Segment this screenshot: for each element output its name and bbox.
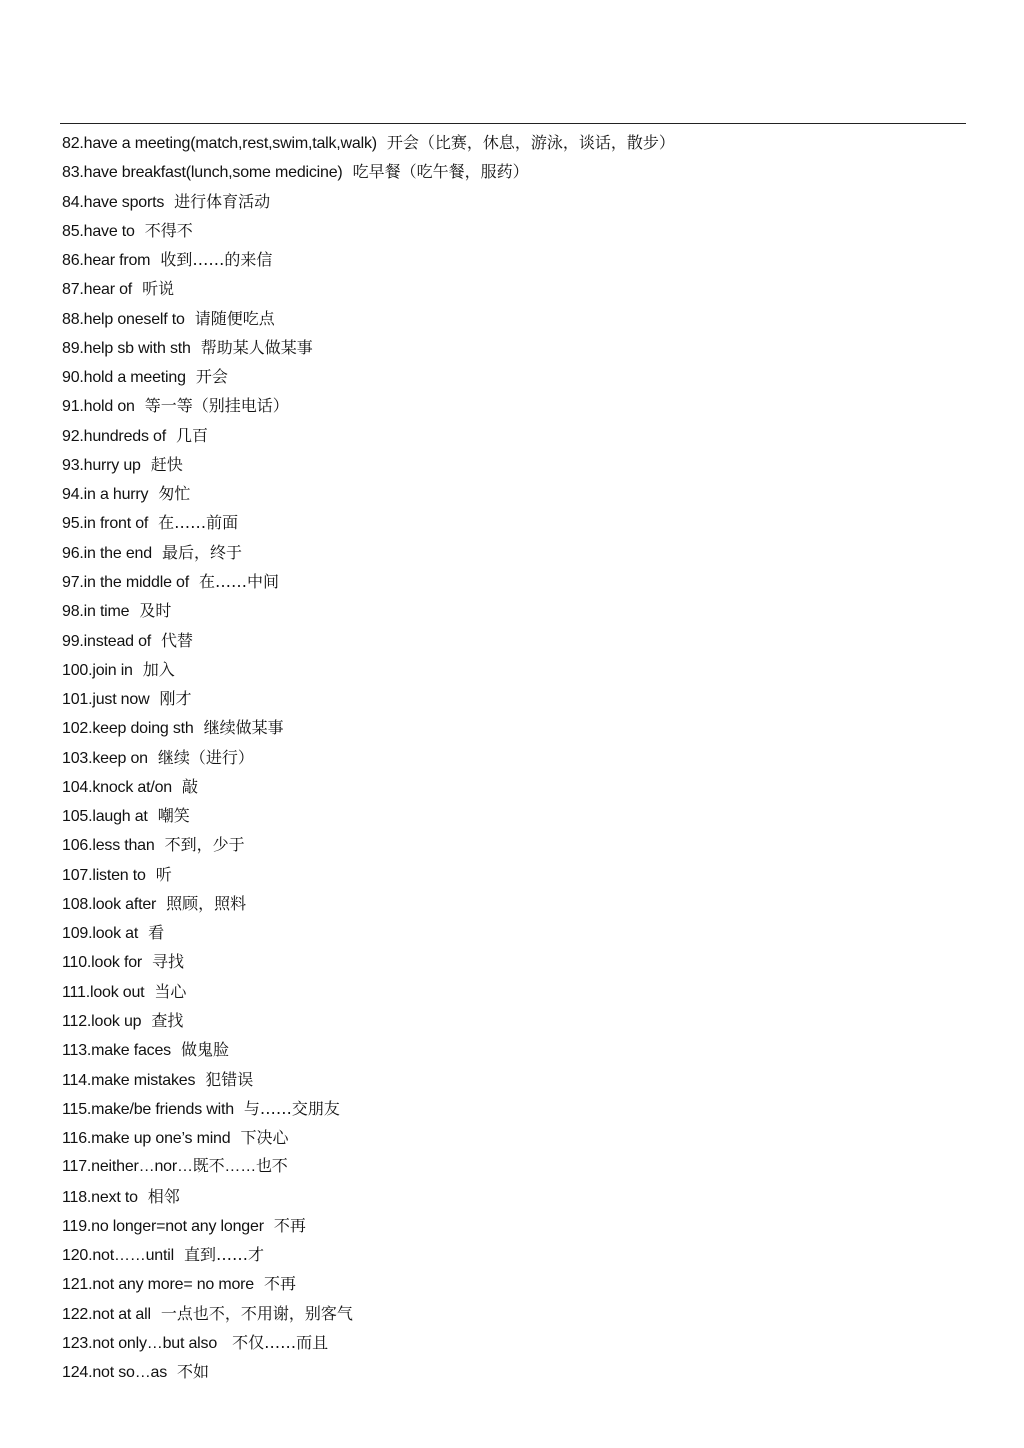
phrase-english: 120.not……until — [62, 1247, 174, 1265]
phrase-english: 88.help oneself to — [62, 310, 185, 328]
phrase-chinese: 不再 — [273, 1215, 306, 1235]
list-item — [62, 274, 962, 303]
list-item — [62, 713, 962, 742]
list-item — [62, 479, 962, 508]
list-item — [62, 918, 962, 947]
phrase-english: 95.in front of — [62, 515, 149, 533]
phrase-english: 116.make up one’s mind — [62, 1130, 231, 1148]
phrase-chinese: 帮助某人做某事 — [200, 337, 313, 357]
phrase-english: 117.neither…nor…既不……也不 — [62, 1158, 288, 1176]
phrase-chinese: 刚才 — [159, 689, 192, 709]
phrase-english: 104.knock at/on — [62, 778, 172, 796]
phrase-english: 111.look out — [62, 983, 145, 1001]
phrase-chinese: 下决心 — [240, 1128, 289, 1148]
phrase-english: 93.hurry up — [62, 456, 141, 474]
list-item — [62, 391, 962, 420]
phrase-english: 124.not so…as — [62, 1364, 168, 1382]
list-item — [62, 187, 962, 216]
phrase-chinese: 请随便吃点 — [194, 308, 275, 328]
list-item — [62, 1152, 962, 1181]
phrase-chinese: 不仅……而且 — [227, 1332, 329, 1352]
phrase-english: 106.less than — [62, 837, 155, 855]
phrase-chinese: 最后，终于 — [161, 542, 242, 562]
phrase-english: 94.in a hurry — [62, 486, 149, 504]
list-item — [62, 1094, 962, 1123]
list-item — [62, 1328, 962, 1357]
phrase-english: 82.have a meeting(match,rest,swim,talk,walk) — [62, 135, 377, 152]
phrase-chinese: 在……前面 — [158, 513, 239, 533]
phrase-chinese: 继续做某事 — [203, 718, 284, 738]
phrase-chinese: 开会（比赛，休息，游泳，谈话，散步） — [386, 133, 675, 152]
phrase-chinese: 不到，少于 — [164, 835, 245, 855]
phrase-english: 108.look after — [62, 895, 157, 913]
list-item — [62, 626, 962, 655]
phrase-english: 110.look for — [62, 954, 143, 972]
list-item — [62, 1065, 962, 1094]
phrase-english: 115.make/be friends with — [62, 1100, 234, 1118]
phrase-list — [62, 128, 962, 1386]
phrase-chinese: 不再 — [264, 1274, 297, 1294]
phrase-english: 99.instead of — [62, 632, 152, 650]
phrase-english: 122.not at all — [62, 1305, 151, 1323]
phrase-english: 83.have breakfast(lunch,some medicine) — [62, 164, 343, 182]
phrase-chinese: 一点也不，不用谢，别客气 — [160, 1303, 353, 1323]
phrase-english: 118.next to — [62, 1188, 138, 1206]
phrase-chinese: 做鬼脸 — [180, 1040, 229, 1060]
phrase-chinese: 与……交朋友 — [243, 1098, 340, 1118]
phrase-english: 87.hear of — [62, 281, 133, 299]
phrase-chinese: 听 — [155, 864, 172, 884]
phrase-chinese: 寻找 — [152, 952, 185, 972]
phrase-english: 89.help sb with sth — [62, 339, 191, 357]
list-item — [62, 567, 962, 596]
phrase-chinese: 加入 — [142, 659, 175, 679]
phrase-english: 98.in time — [62, 603, 130, 621]
phrase-english: 92.hundreds of — [62, 427, 166, 445]
list-item — [62, 596, 962, 625]
phrase-chinese: 不得不 — [144, 220, 193, 240]
phrase-chinese: 不如 — [177, 1362, 210, 1382]
phrase-english: 112.look up — [62, 1012, 142, 1030]
phrase-chinese: 看 — [148, 923, 165, 943]
phrase-chinese: 开会 — [195, 367, 228, 387]
list-item — [62, 1006, 962, 1035]
phrase-chinese: 等一等（别挂电话） — [144, 396, 289, 416]
phrase-chinese: 赶快 — [150, 454, 183, 474]
phrase-english: 119.no longer=not any longer — [62, 1217, 264, 1235]
phrase-chinese: 代替 — [161, 630, 194, 650]
list-item — [62, 947, 962, 976]
phrase-english: 105.laugh at — [62, 808, 148, 826]
list-item — [62, 421, 962, 450]
list-item — [62, 508, 962, 537]
phrase-chinese: 相邻 — [147, 1186, 180, 1206]
phrase-chinese: 嘲笑 — [157, 806, 190, 826]
list-item — [62, 216, 962, 245]
phrase-english: 85.have to — [62, 222, 135, 240]
phrase-chinese: 听说 — [142, 279, 175, 299]
list-item — [62, 157, 962, 186]
list-item — [62, 1182, 962, 1211]
phrase-english: 109.look at — [62, 925, 139, 943]
list-item — [62, 1299, 962, 1328]
phrase-chinese: 吃早餐（吃午餐，服药） — [352, 162, 529, 182]
list-item — [62, 772, 962, 801]
phrase-chinese: 收到……的来信 — [160, 250, 273, 270]
list-item — [62, 1035, 962, 1064]
phrase-english: 123.not only…but also — [62, 1334, 218, 1352]
header-rule — [60, 123, 966, 124]
phrase-chinese: 照顾，照料 — [166, 893, 247, 913]
list-item — [62, 743, 962, 772]
phrase-chinese: 直到……才 — [183, 1245, 264, 1265]
list-item — [62, 977, 962, 1006]
phrase-chinese: 敲 — [181, 776, 198, 796]
phrase-chinese: 几百 — [175, 425, 208, 445]
phrase-english: 97.in the middle of — [62, 573, 189, 591]
list-item — [62, 860, 962, 889]
phrase-chinese: 查找 — [151, 1010, 184, 1030]
list-item — [62, 655, 962, 684]
phrase-english: 103.keep on — [62, 749, 148, 767]
list-item — [62, 333, 962, 362]
phrase-english: 91.hold on — [62, 398, 135, 416]
phrase-english: 90.hold a meeting — [62, 369, 186, 387]
list-item — [62, 128, 962, 157]
list-item — [62, 1357, 962, 1386]
list-item — [62, 684, 962, 713]
list-item — [62, 304, 962, 333]
phrase-english: 100.join in — [62, 661, 133, 679]
list-item — [62, 1211, 962, 1240]
phrase-english: 84.have sports — [62, 193, 165, 211]
phrase-english: 86.hear from — [62, 252, 151, 270]
list-item — [62, 1240, 962, 1269]
list-item — [62, 830, 962, 859]
phrase-english: 113.make faces — [62, 1042, 171, 1060]
phrase-chinese: 在……中间 — [198, 571, 279, 591]
list-item — [62, 801, 962, 830]
list-item — [62, 538, 962, 567]
list-item — [62, 889, 962, 918]
phrase-english: 121.not any more= no more — [62, 1276, 255, 1294]
phrase-english: 96.in the end — [62, 544, 152, 562]
phrase-english: 107.listen to — [62, 866, 146, 884]
phrase-english: 101.just now — [62, 691, 150, 709]
list-item — [62, 245, 962, 274]
list-item — [62, 362, 962, 391]
phrase-chinese: 匆忙 — [158, 484, 191, 504]
phrase-chinese: 犯错误 — [205, 1069, 254, 1089]
phrase-chinese: 进行体育活动 — [174, 191, 271, 211]
phrase-chinese: 当心 — [154, 981, 187, 1001]
list-item — [62, 1123, 962, 1152]
list-item — [62, 450, 962, 479]
list-item — [62, 1269, 962, 1298]
phrase-chinese: 继续（进行） — [157, 747, 254, 767]
phrase-chinese: 及时 — [139, 601, 172, 621]
phrase-english: 114.make mistakes — [62, 1071, 196, 1089]
phrase-english: 102.keep doing sth — [62, 720, 194, 738]
